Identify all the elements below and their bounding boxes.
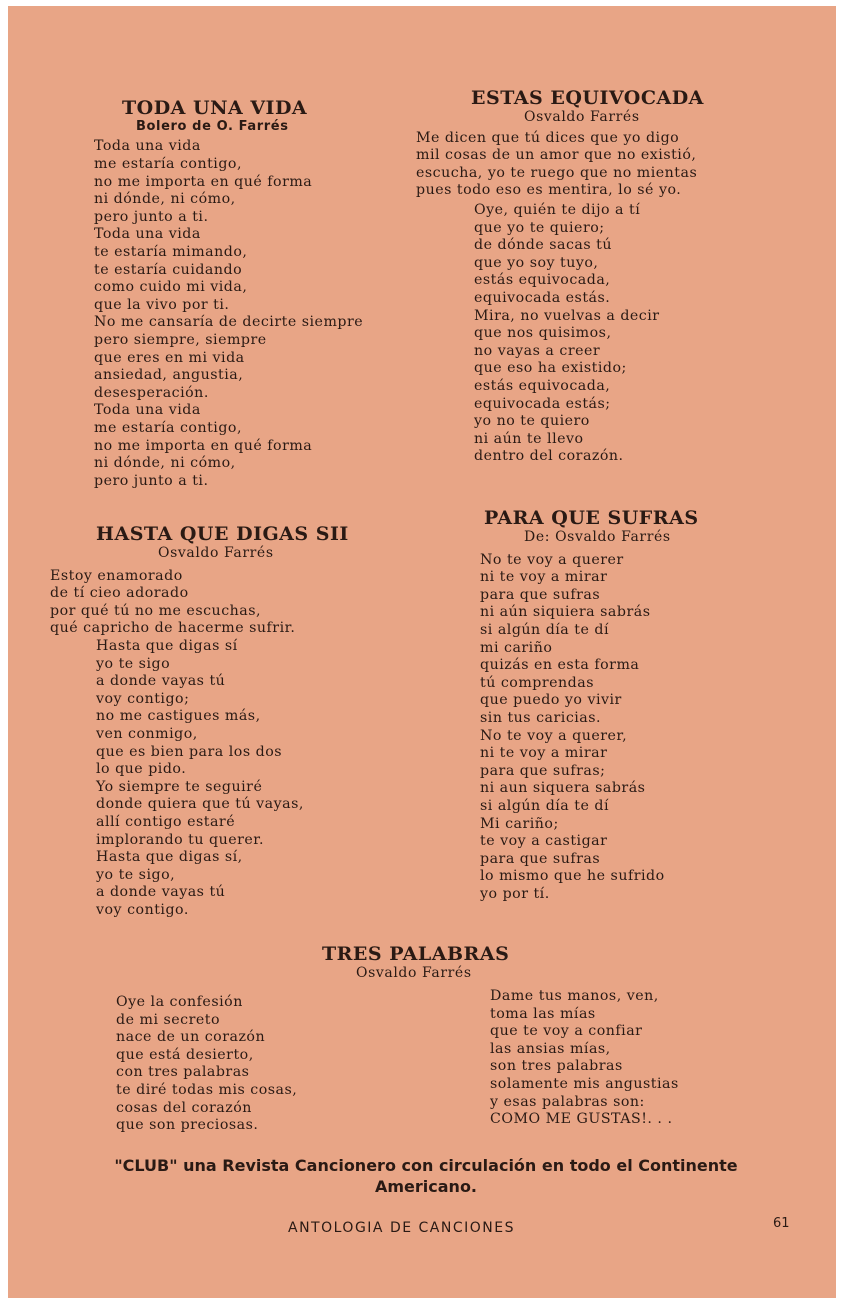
lyric-line: Oye, quién te dijo a tí [474, 202, 641, 219]
lyric-line: Hasta que digas sí, [96, 849, 243, 866]
lyric-line: yo te sigo [96, 655, 171, 672]
song-intro [50, 568, 390, 638]
lyric-line: ni te voy a mirar [480, 745, 608, 762]
song-lyrics [50, 638, 390, 920]
lyric-line: ven conmigo, [96, 726, 198, 743]
lyric-line: yo no te quiero [474, 413, 590, 430]
lyric-line: Toda una vida [94, 402, 201, 419]
lyric-line: escucha, yo te ruego que no mientas [416, 164, 698, 181]
lyric-line: de mi secreto [116, 1011, 221, 1028]
lyric-line: pues todo eso es mentira, lo sé yo. [416, 182, 682, 199]
lyric-line: te estaría cuidando [94, 261, 243, 278]
lyric-line: no vayas a creer [474, 342, 601, 359]
lyric-line: yo te sigo, [96, 866, 176, 883]
lyric-line: quizás en esta forma [480, 657, 640, 674]
lyric-line: ni aun siquera sabrás [480, 780, 646, 797]
lyric-line: mil cosas de un amor que no existió, [416, 147, 697, 164]
lyric-line: que la vivo por ti. [94, 296, 230, 313]
lyric-line: donde quiera que tú vayas, [96, 796, 304, 813]
lyric-line: Estoy enamorado [50, 567, 183, 584]
lyric-line: COMO ME GUSTAS!. . . [490, 1111, 673, 1128]
lyric-line: estás equivocada, [474, 378, 611, 394]
song-title: TRES PALABRAS [322, 943, 510, 965]
lyric-line: no me importa en qué forma [94, 173, 313, 190]
song-estas-equivocada [416, 88, 816, 466]
lyric-line: ni aún te llevo [474, 430, 584, 447]
lyric-line: dentro del corazón. [474, 448, 624, 465]
lyric-line: son tres palabras [490, 1058, 623, 1075]
song-lyrics [480, 552, 800, 904]
lyric-line: No te voy a querer, [480, 727, 628, 744]
song-subtitle: De: Osvaldo Farrés [524, 528, 671, 545]
lyric-line: ni te voy a mirar [480, 569, 608, 586]
lyric-line: desesperación. [94, 384, 209, 401]
lyric-line: tú comprendas [480, 674, 595, 691]
lyric-line: voy contigo. [96, 901, 189, 918]
lyric-line: que yo te quiero; [474, 219, 605, 236]
song-intro [416, 130, 816, 200]
lyric-line: Hasta que digas sí [96, 638, 238, 655]
lyric-line: estás equivocada, [474, 272, 611, 289]
song-para-que-sufras [480, 508, 800, 904]
lyric-line: yo por tí. [480, 885, 550, 902]
lyric-line: me estaría contigo, [94, 419, 242, 436]
lyric-line: si algún día te dí [480, 798, 610, 814]
lyric-line: que eres en mi vida [94, 349, 245, 366]
publication-title: ANTOLOGIA DE CANCIONES [288, 1220, 515, 1236]
lyric-line: ni aún siquiera sabrás [480, 604, 651, 621]
lyric-line: a donde vayas tú [96, 884, 226, 901]
lyric-line: ni dónde, ni cómo, [94, 455, 236, 472]
song-tres-palabras [318, 944, 578, 982]
lyric-line: ansiedad, angustia, [94, 367, 244, 384]
lyric-line: como cuido mi vida, [94, 279, 248, 296]
lyric-line: Toda una vida [94, 226, 201, 243]
lyric-line: Yo siempre te seguiré [96, 778, 263, 795]
lyric-line: cosas del corazón [116, 1099, 252, 1116]
song-title: TODA UNA VIDA [122, 97, 308, 119]
lyric-line: que puedo yo vivir [480, 692, 622, 709]
lyric-line: ni dónde, ni cómo, [94, 191, 236, 208]
lyric-line: mi cariño [480, 639, 553, 656]
song-lyrics [416, 202, 816, 466]
lyric-line: voy contigo; [96, 690, 190, 707]
lyric-line: si algún día te dí [480, 622, 610, 639]
lyric-line: lo mismo que he sufrido [480, 868, 665, 885]
lyric-line: allí contigo estaré [96, 814, 236, 830]
lyric-line: de tí cieo adorado [50, 585, 189, 602]
lyric-line: sin tus caricias. [480, 710, 602, 727]
song-lyrics [90, 138, 410, 490]
lyric-line: qué capricho de hacerme sufrir. [50, 620, 296, 637]
lyric-line: para que sufras [480, 586, 601, 603]
lyric-line: las ansias mías, [490, 1040, 611, 1057]
lyric-line: pero junto a ti. [94, 472, 209, 489]
lyric-line: que yo soy tuyo, [474, 254, 599, 271]
lyric-line: lo que pido. [96, 761, 187, 778]
lyric-line: que es bien para los dos [96, 743, 283, 760]
lyric-line: Toda una vida [94, 138, 201, 155]
lyric-line: Me dicen que tú dices que yo digo [416, 129, 680, 146]
song-title: ESTAS EQUIVOCADA [471, 87, 704, 109]
magazine-note: "CLUB" una Revista Cancionero con circulación en todo el Continente Americano. [114, 1156, 738, 1196]
lyric-line: solamente mis angustias [490, 1075, 679, 1092]
song-subtitle: Bolero de O. Farrés [136, 118, 289, 134]
page [8, 6, 836, 1298]
song-hasta-que-digas-si [50, 524, 390, 920]
lyric-line: y esas palabras son: [490, 1093, 645, 1110]
song-subtitle: Osvaldo Farrés [356, 964, 472, 981]
lyric-line: No te voy a querer [480, 551, 624, 568]
lyric-line: no me castigues más, [96, 708, 261, 725]
lyric-line: de dónde sacas tú [474, 237, 613, 254]
lyric-line: te estaría mimando, [94, 244, 248, 261]
song-lyrics-left [116, 994, 297, 1135]
lyric-line: Mi cariño; [480, 815, 559, 832]
lyric-line: no me importa en qué forma [94, 437, 313, 454]
lyric-line: que nos quisimos, [474, 325, 612, 342]
lyric-line: me estaría contigo, [94, 156, 242, 173]
song-lyrics-right [490, 988, 679, 1129]
lyric-line: nace de un corazón [116, 1029, 266, 1046]
lyric-line: que está desierto, [116, 1046, 254, 1063]
song-title: PARA QUE SUFRAS [484, 507, 699, 529]
lyric-line: te diré todas mis cosas, [116, 1081, 298, 1098]
page-number: 61 [773, 1216, 790, 1231]
lyric-line: a donde vayas tú [96, 673, 226, 690]
lyric-line: No me cansaría de decirte siempre [94, 314, 364, 331]
lyric-line: Dame tus manos, ven, [490, 988, 659, 1004]
lyric-line: te voy a castigar [480, 833, 608, 850]
lyric-line: pero siempre, siempre [94, 332, 267, 349]
lyric-line: Oye la confesión [116, 994, 243, 1010]
lyric-line: toma las mías [490, 1005, 596, 1022]
song-subtitle: Osvaldo Farrés [524, 108, 640, 125]
song-title: HASTA QUE DIGAS SII [96, 523, 349, 545]
lyric-line: por qué tú no me escuchas, [50, 602, 262, 619]
lyric-line: pero junto a ti. [94, 208, 209, 225]
lyric-line: que te voy a confiar [490, 1023, 643, 1040]
lyric-line: equivocada estás; [474, 395, 611, 412]
song-toda-una-vida [90, 98, 410, 490]
lyric-line: equivocada estás. [474, 290, 611, 307]
song-subtitle: Osvaldo Farrés [158, 544, 274, 561]
lyric-line: implorando tu querer. [96, 831, 265, 848]
lyric-line: Mira, no vuelvas a decir [474, 307, 660, 324]
lyric-line: con tres palabras [116, 1064, 250, 1081]
lyric-line: para que sufras [480, 850, 601, 867]
lyric-line: que eso ha existido; [474, 360, 627, 377]
lyric-line: para que sufras; [480, 762, 606, 779]
lyric-line: que son preciosas. [116, 1117, 259, 1134]
